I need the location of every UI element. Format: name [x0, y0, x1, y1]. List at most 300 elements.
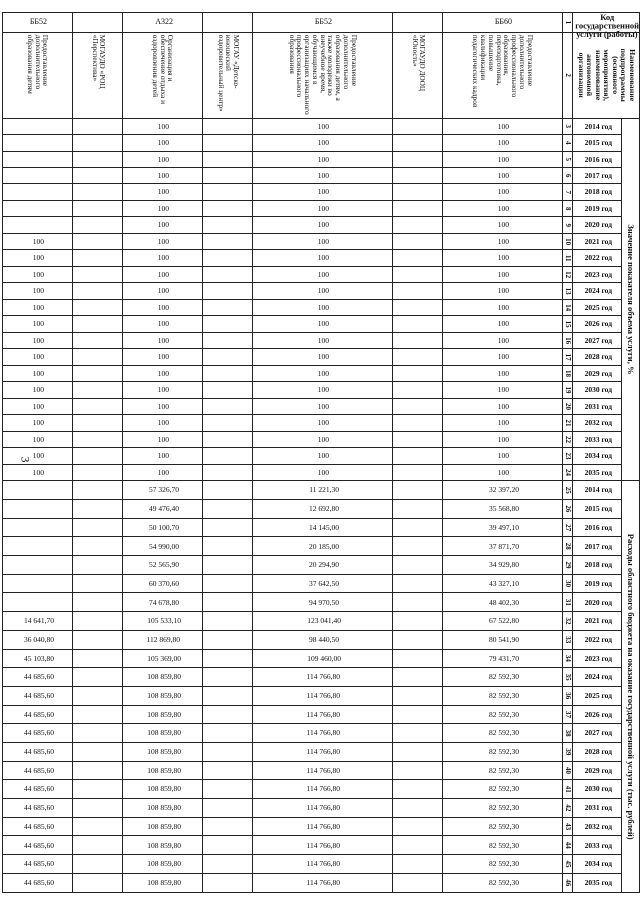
indicator-year-header: 2018 год: [573, 184, 622, 200]
expense-value: 82 592,30: [443, 724, 563, 743]
indicator-value: 100: [253, 283, 393, 299]
empty-cell: [73, 365, 123, 381]
service-code: ББ52: [253, 13, 393, 33]
empty-cell: [203, 817, 253, 836]
empty-cell: [73, 574, 123, 593]
indicator-value: 100: [123, 415, 203, 431]
column-number: 28: [563, 537, 573, 556]
expense-year-header: 2031 год: [573, 799, 622, 818]
indicator-value: 100: [443, 118, 563, 134]
empty-cell: [203, 630, 253, 649]
expense-value: 114 766,80: [253, 705, 393, 724]
expense-value: 108 859,80: [123, 836, 203, 855]
expense-value: 114 766,80: [253, 761, 393, 780]
indicator-value: 100: [443, 168, 563, 184]
service-name: Организация и обеспечение отдыха и оздоровления детей: [123, 32, 203, 118]
empty-cell: [73, 761, 123, 780]
code-cell: [73, 13, 123, 33]
empty-cell: [73, 135, 123, 151]
empty-cell: [73, 817, 123, 836]
empty-cell: [73, 382, 123, 398]
indicator-year-header: 2035 год: [573, 464, 622, 481]
expense-value: 82 592,30: [443, 836, 563, 855]
expense-value: 82 592,30: [443, 668, 563, 687]
empty-cell: [203, 500, 253, 519]
column-number: 31: [563, 593, 573, 612]
expense-year-header: 2035 год: [573, 873, 622, 892]
expense-value: 108 859,80: [123, 873, 203, 892]
expense-value: 114 766,80: [253, 817, 393, 836]
column-number: 21: [563, 415, 573, 431]
indicator-year-header: 2019 год: [573, 200, 622, 216]
organization-name: МОГАУДО «РОЦ «Перспектива»: [73, 32, 123, 118]
expense-value: 60 370,60: [123, 574, 203, 593]
empty-cell: [393, 332, 443, 348]
empty-cell: [203, 873, 253, 892]
empty-cell: [203, 448, 253, 464]
expense-value: 11 221,30: [253, 481, 393, 500]
indicator-value: [3, 118, 73, 134]
empty-cell: [393, 415, 443, 431]
expense-value: 44 685,60: [3, 799, 73, 818]
empty-cell: [393, 217, 443, 233]
indicator-value: 100: [123, 349, 203, 365]
empty-cell: [393, 630, 443, 649]
expense-year-header: 2025 год: [573, 686, 622, 705]
empty-cell: [73, 630, 123, 649]
service-name: Предоставление дополнительного образования детям: [3, 32, 73, 118]
indicator-year-header: 2024 год: [573, 283, 622, 299]
empty-cell: [73, 168, 123, 184]
empty-cell: [203, 151, 253, 167]
empty-cell: [73, 349, 123, 365]
indicator-value: 100: [253, 431, 393, 447]
column-number: 2: [563, 32, 573, 118]
indicator-value: [3, 217, 73, 233]
column-number: 16: [563, 332, 573, 348]
column-number: 4: [563, 135, 573, 151]
organization-row: [393, 13, 443, 893]
empty-cell: [393, 382, 443, 398]
indicator-year-header: 2014 год: [573, 118, 622, 134]
expense-value: 114 766,80: [253, 668, 393, 687]
code-cell: [203, 13, 253, 33]
name-header: Наименование подпрограммы (основного мероприятия), наименование автономной организации: [573, 32, 640, 118]
expense-value: 36 040,80: [3, 630, 73, 649]
indicator-value: 100: [3, 382, 73, 398]
expense-value: 82 592,30: [443, 855, 563, 874]
expense-year-header: 2024 год: [573, 668, 622, 687]
empty-cell: [203, 686, 253, 705]
indicator-year-header: 2032 год: [573, 415, 622, 431]
column-number: 44: [563, 836, 573, 855]
service-row: [443, 13, 563, 893]
empty-cell: [393, 299, 443, 315]
expense-value: 108 859,80: [123, 668, 203, 687]
page-number: 3: [18, 456, 33, 463]
expense-value: 44 685,60: [3, 686, 73, 705]
expense-value: 108 859,80: [123, 686, 203, 705]
indicator-value: 100: [253, 233, 393, 249]
expense-value: 44 685,60: [3, 817, 73, 836]
empty-cell: [393, 398, 443, 414]
indicator-year-header: 2023 год: [573, 266, 622, 282]
indicator-value: 100: [123, 184, 203, 200]
empty-cell: [393, 761, 443, 780]
expense-value: 44 685,60: [3, 780, 73, 799]
empty-cell: [203, 250, 253, 266]
empty-cell: [203, 299, 253, 315]
empty-cell: [73, 742, 123, 761]
empty-cell: [393, 668, 443, 687]
indicator-value: 100: [253, 349, 393, 365]
indicator-value: 100: [123, 382, 203, 398]
indicator-value: 100: [3, 365, 73, 381]
empty-cell: [73, 780, 123, 799]
empty-cell: [393, 266, 443, 282]
empty-cell: [203, 184, 253, 200]
empty-cell: [393, 742, 443, 761]
indicator-value: 100: [253, 398, 393, 414]
indicator-year-header: 2034 год: [573, 448, 622, 464]
organization-name: МОГАУ «Детско-юношеский оздоровительный центр»: [203, 32, 253, 118]
empty-cell: [73, 332, 123, 348]
empty-cell: [393, 431, 443, 447]
expense-value: 82 592,30: [443, 873, 563, 892]
document-table-area: [23, 12, 640, 893]
expense-value: 39 497,10: [443, 518, 563, 537]
column-number: 43: [563, 817, 573, 836]
expense-value: 14 641,70: [3, 612, 73, 631]
service-name: Предоставление дополнительного образования детям, а также молодежи во внеучебное время, обучающимся в организациях начального профессионального образования: [253, 32, 393, 118]
column-number: 3: [563, 118, 573, 134]
expense-year-header: 2020 год: [573, 593, 622, 612]
empty-cell: [73, 705, 123, 724]
empty-cell: [73, 283, 123, 299]
service-name: Предоставление дополнительного профессионального образования, переподготовка, повышение квалификации педагогических кадров: [443, 32, 563, 118]
indicator-value: 100: [253, 184, 393, 200]
expense-value: 35 568,80: [443, 500, 563, 519]
indicator-value: 100: [123, 316, 203, 332]
empty-cell: [203, 649, 253, 668]
empty-cell: [73, 184, 123, 200]
expense-value: 57 326,70: [123, 481, 203, 500]
service-code: А322: [123, 13, 203, 33]
empty-cell: [393, 593, 443, 612]
empty-cell: [73, 118, 123, 134]
indicator-value: 100: [443, 448, 563, 464]
column-number: 19: [563, 382, 573, 398]
column-number: 9: [563, 217, 573, 233]
expense-value: 44 685,60: [3, 761, 73, 780]
empty-cell: [203, 556, 253, 575]
empty-cell: [73, 649, 123, 668]
indicator-year-header: 2016 год: [573, 151, 622, 167]
empty-cell: [203, 742, 253, 761]
indicator-value: 100: [253, 217, 393, 233]
column-number: 34: [563, 649, 573, 668]
indicator-value: 100: [253, 415, 393, 431]
expense-year-header: 2016 год: [573, 518, 622, 537]
indicator-value: 100: [3, 431, 73, 447]
empty-cell: [73, 200, 123, 216]
service-row: [123, 13, 203, 893]
indicator-value: 100: [3, 415, 73, 431]
indicator-value: 100: [443, 464, 563, 481]
empty-cell: [203, 118, 253, 134]
expense-value: 44 685,60: [3, 668, 73, 687]
expense-value: 44 685,60: [3, 742, 73, 761]
empty-cell: [393, 855, 443, 874]
empty-cell: [73, 537, 123, 556]
indicator-value: 100: [443, 431, 563, 447]
expense-year-header: 2032 год: [573, 817, 622, 836]
empty-cell: [73, 233, 123, 249]
expense-value: 52 565,90: [123, 556, 203, 575]
empty-cell: [203, 135, 253, 151]
indicator-value: 100: [123, 151, 203, 167]
empty-cell: [203, 398, 253, 414]
expense-value: [3, 537, 73, 556]
indicator-value: 100: [253, 266, 393, 282]
empty-cell: [393, 168, 443, 184]
column-number: 33: [563, 630, 573, 649]
indicator-value: 100: [123, 398, 203, 414]
empty-cell: [393, 135, 443, 151]
expense-year-header: 2019 год: [573, 574, 622, 593]
expense-value: 114 766,80: [253, 780, 393, 799]
empty-cell: [203, 612, 253, 631]
column-number: 5: [563, 151, 573, 167]
expense-header: Расходы областного бюджета на оказание государственной услуги (тыс. рублей): [622, 481, 640, 893]
empty-cell: [203, 332, 253, 348]
rotated-table-wrapper: [23, 12, 640, 893]
empty-cell: [393, 118, 443, 134]
indicator-value: 100: [443, 349, 563, 365]
column-number: 30: [563, 574, 573, 593]
indicator-value: 100: [123, 250, 203, 266]
indicator-value: 100: [3, 398, 73, 414]
empty-cell: [73, 464, 123, 481]
empty-cell: [393, 283, 443, 299]
indicator-value: 100: [253, 332, 393, 348]
expense-value: 108 859,80: [123, 799, 203, 818]
expense-year-header: 2030 год: [573, 780, 622, 799]
column-number: 37: [563, 705, 573, 724]
column-number: 35: [563, 668, 573, 687]
indicator-value: 100: [253, 382, 393, 398]
empty-cell: [73, 724, 123, 743]
expense-value: 108 859,80: [123, 705, 203, 724]
indicator-value: 100: [253, 135, 393, 151]
column-number: 7: [563, 184, 573, 200]
empty-cell: [73, 217, 123, 233]
expense-value: 37 642,50: [253, 574, 393, 593]
empty-cell: [393, 500, 443, 519]
expense-value: 114 766,80: [253, 855, 393, 874]
indicator-value: 100: [3, 316, 73, 332]
empty-cell: [203, 217, 253, 233]
empty-cell: [393, 780, 443, 799]
indicator-year-header: 2029 год: [573, 365, 622, 381]
empty-cell: [203, 266, 253, 282]
indicator-value: 100: [443, 184, 563, 200]
column-number: 15: [563, 316, 573, 332]
expense-value: 82 592,30: [443, 799, 563, 818]
expense-value: 108 859,80: [123, 817, 203, 836]
expense-value: 45 103,80: [3, 649, 73, 668]
organization-row: [203, 13, 253, 893]
empty-cell: [203, 836, 253, 855]
column-number: 6: [563, 168, 573, 184]
empty-cell: [203, 283, 253, 299]
indicator-value: 100: [443, 365, 563, 381]
empty-cell: [393, 537, 443, 556]
indicator-value: 100: [123, 168, 203, 184]
empty-cell: [203, 724, 253, 743]
empty-cell: [73, 556, 123, 575]
empty-cell: [203, 415, 253, 431]
indicator-value: 100: [443, 217, 563, 233]
empty-cell: [203, 431, 253, 447]
empty-cell: [393, 349, 443, 365]
expense-year-header: 2018 год: [573, 556, 622, 575]
expense-value: 74 678,80: [123, 593, 203, 612]
indicator-value: 100: [253, 316, 393, 332]
indicator-value: 100: [253, 250, 393, 266]
empty-cell: [393, 649, 443, 668]
expense-value: [3, 574, 73, 593]
expense-value: 114 766,80: [253, 686, 393, 705]
expense-year-header: 2021 год: [573, 612, 622, 631]
organization-row: [73, 13, 123, 893]
empty-cell: [203, 365, 253, 381]
empty-cell: [203, 518, 253, 537]
empty-cell: [393, 250, 443, 266]
indicator-year-header: 2027 год: [573, 332, 622, 348]
indicator-value: 100: [123, 431, 203, 447]
indicator-value: 100: [443, 151, 563, 167]
empty-cell: [203, 464, 253, 481]
column-number: 38: [563, 724, 573, 743]
expense-value: 114 766,80: [253, 724, 393, 743]
indicator-header: Значение показателя объема услуги, %: [622, 118, 640, 481]
expense-value: 108 859,80: [123, 855, 203, 874]
code-header: Код государственной услуги (работы): [573, 13, 640, 33]
expense-value: 14 145,00: [253, 518, 393, 537]
expense-value: 44 685,60: [3, 855, 73, 874]
indicator-value: 100: [253, 200, 393, 216]
indicator-year-header: 2030 год: [573, 382, 622, 398]
indicator-value: 100: [253, 299, 393, 315]
empty-cell: [203, 349, 253, 365]
expense-value: 44 685,60: [3, 705, 73, 724]
indicator-value: 100: [3, 283, 73, 299]
indicator-value: 100: [123, 464, 203, 481]
empty-cell: [203, 780, 253, 799]
empty-cell: [393, 200, 443, 216]
expense-year-header: 2028 год: [573, 742, 622, 761]
indicator-value: 100: [443, 316, 563, 332]
expense-value: [3, 481, 73, 500]
column-number: 11: [563, 250, 573, 266]
indicator-year-header: 2033 год: [573, 431, 622, 447]
expense-value: 112 869,80: [123, 630, 203, 649]
empty-cell: [393, 316, 443, 332]
expense-value: 82 592,30: [443, 742, 563, 761]
expense-value: 50 100,70: [123, 518, 203, 537]
expense-value: 105 369,00: [123, 649, 203, 668]
expense-value: 108 859,80: [123, 761, 203, 780]
indicator-value: 100: [3, 464, 73, 481]
empty-cell: [393, 556, 443, 575]
expense-value: 12 692,80: [253, 500, 393, 519]
empty-cell: [73, 855, 123, 874]
column-number: 8: [563, 200, 573, 216]
indicator-value: 100: [3, 266, 73, 282]
empty-cell: [203, 855, 253, 874]
indicator-value: 100: [3, 299, 73, 315]
indicator-year-header: 2017 год: [573, 168, 622, 184]
indicator-value: 100: [123, 332, 203, 348]
column-number: 41: [563, 780, 573, 799]
indicator-value: 100: [443, 415, 563, 431]
expense-value: [3, 593, 73, 612]
empty-cell: [73, 299, 123, 315]
expense-value: 123 041,40: [253, 612, 393, 631]
indicator-value: 100: [443, 250, 563, 266]
empty-cell: [203, 537, 253, 556]
indicator-value: 100: [253, 168, 393, 184]
column-number: 17: [563, 349, 573, 365]
indicator-value: 100: [253, 448, 393, 464]
empty-cell: [73, 668, 123, 687]
column-number: 26: [563, 500, 573, 519]
indicator-year-header: 2031 год: [573, 398, 622, 414]
expense-value: 82 592,30: [443, 780, 563, 799]
empty-cell: [393, 724, 443, 743]
indicator-value: 100: [123, 283, 203, 299]
expense-value: 44 685,60: [3, 873, 73, 892]
empty-cell: [203, 168, 253, 184]
expense-year-header: 2023 год: [573, 649, 622, 668]
indicator-value: 100: [3, 349, 73, 365]
column-number: 1: [563, 13, 573, 33]
expense-value: 114 766,80: [253, 836, 393, 855]
indicator-year-header: 2021 год: [573, 233, 622, 249]
empty-cell: [73, 250, 123, 266]
expense-value: 80 541,90: [443, 630, 563, 649]
expense-value: 34 929,80: [443, 556, 563, 575]
expense-value: 67 522,80: [443, 612, 563, 631]
column-number: 29: [563, 556, 573, 575]
indicator-value: 100: [123, 365, 203, 381]
empty-cell: [73, 398, 123, 414]
empty-cell: [393, 151, 443, 167]
empty-cell: [73, 316, 123, 332]
expense-value: 54 990,00: [123, 537, 203, 556]
column-number: 25: [563, 481, 573, 500]
empty-cell: [203, 799, 253, 818]
expense-year-header: 2022 год: [573, 630, 622, 649]
expense-value: [3, 500, 73, 519]
empty-cell: [73, 431, 123, 447]
empty-cell: [393, 612, 443, 631]
empty-cell: [393, 365, 443, 381]
indicator-value: 100: [123, 299, 203, 315]
indicator-year-header: 2026 год: [573, 316, 622, 332]
empty-cell: [73, 481, 123, 500]
